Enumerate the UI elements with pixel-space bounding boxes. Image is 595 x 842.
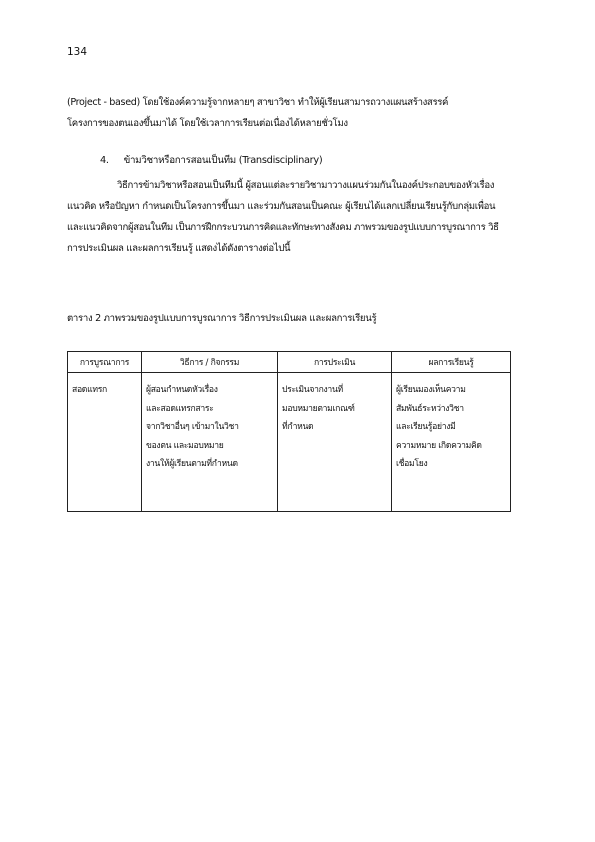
cell-line: ความหมาย เกิดความคิด: [396, 440, 482, 451]
cell-line: ของตน และมอบหมาย: [146, 440, 224, 451]
paragraph-1-line-2: โครงการของตนเองขึ้นมาได้ โดยใช้เวลาการเรียนต่อเนื่องได้หลายชั่วโมง: [67, 118, 348, 129]
cell-line: มอบหมายตามเกณฑ์: [282, 403, 355, 414]
header-integration: การบูรณาการ: [68, 352, 142, 373]
cell-line: เชื่อมโยง: [396, 459, 428, 469]
cell-line: และเรียนรู้อย่างมี: [396, 422, 456, 432]
summary-table: [67, 351, 511, 512]
cell-line: ผู้เรียนมองเห็นความ: [396, 385, 466, 395]
cell-line: ที่กำหนด: [282, 422, 314, 432]
paragraph-2: [67, 175, 507, 259]
cell-line: ผู้สอนกำหนดหัวเรื่อง: [146, 385, 218, 395]
table-row: [68, 373, 511, 512]
header-assessment: การประเมิน: [278, 352, 392, 373]
cell-assessment: [278, 373, 392, 512]
paragraph-2-text: วิธีการข้ามวิชาหรือสอนเป็นทีมนี้ ผู้สอนแต่ละรายวิชามาวางแผนร่วมกันในองค์ประกอบของหัวเรื่อง แนวคิด หรือปัญหา กำหนดเป็นโครงการขึ้นมา และร่วมกันสอนเป็นคณะ ผู้เรียนได้แลกเปลี่ยนเรียนรู้กับกลุ่มเพื่อน และแนวคิดจากผู้สอนในทีม เป็นการฝึกกระบวนการคิดและทักษะทางสังคม ภาพรวมของรูปแบบการบูรณาการ วิธีการประเมินผล และผลการเรียนรู้ แสดงได้ดังตารางต่อไปนี้: [67, 180, 499, 254]
cell-line: จากวิชาอื่นๆ เข้ามาในวิชา: [146, 422, 239, 432]
page-number: 134: [67, 46, 88, 58]
section-title: ข้ามวิชาหรือการสอนเป็นทีม (Transdisciplinary): [123, 155, 323, 166]
table-header-row: [68, 352, 511, 373]
cell-method: [142, 373, 278, 512]
cell-integration: [68, 373, 142, 512]
paragraph-1-line-1: (Project - based) โดยใช้องค์ความรู้จากหลายๆ สาขาวิชา ทำให้ผู้เรียนสามารถวางแผนสร้างสรรค์: [67, 97, 449, 108]
header-outcome: ผลการเรียนรู้: [392, 352, 511, 373]
cell-line: สอดแทรก: [72, 385, 107, 395]
cell-line: สัมพันธ์ระหว่างวิชา: [396, 403, 464, 414]
cell-line: งานให้ผู้เรียนตามที่กำหนด: [146, 459, 238, 469]
cell-line: ประเมินจากงานที่: [282, 385, 343, 395]
cell-outcome: [392, 373, 511, 512]
table-caption: ตาราง 2 ภาพรวมของรูปแบบการบูรณาการ วิธีการประเมินผล และผลการเรียนรู้: [67, 313, 377, 324]
header-method: วิธีการ / กิจกรรม: [142, 352, 278, 373]
section-heading: [100, 153, 322, 168]
paragraph-1: [67, 92, 507, 134]
cell-line: และสอดแทรกสาระ: [146, 403, 214, 414]
section-number: 4.: [100, 155, 109, 166]
